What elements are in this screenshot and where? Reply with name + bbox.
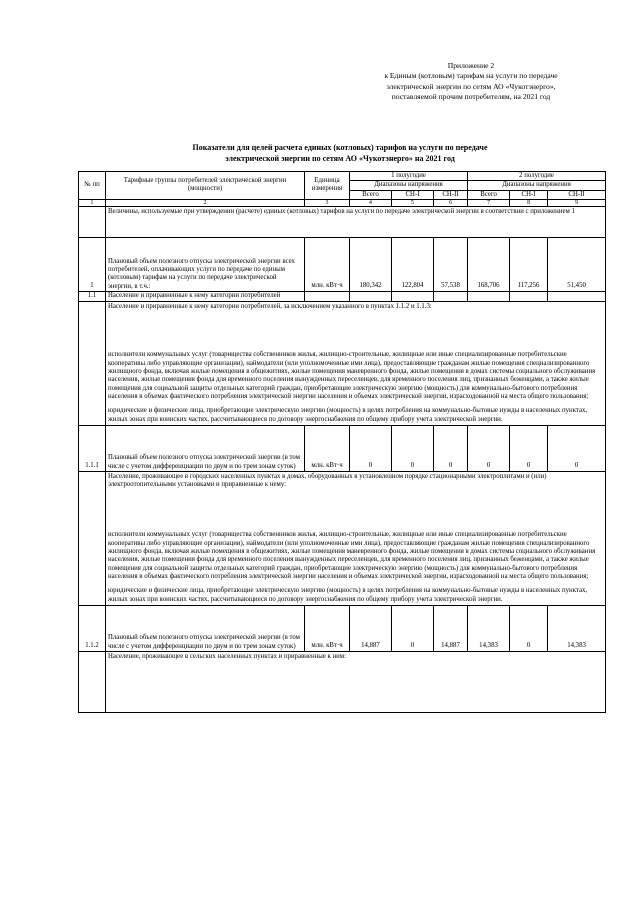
header-total-2: Всего: [468, 190, 510, 199]
col-number: 9: [548, 199, 606, 206]
value-total-1: 180,342: [350, 237, 392, 291]
header-half-1: 1 полугодие: [350, 172, 468, 181]
group-paragraph: исполнители коммунальных услуг (товарищества собственников жилья, жилищно-строительные, жилищные или иные специализированные потребительские кооперативы либо управляющие организации), наймодатели (или уполномоченные ими лица), предоставляющие гражданам жилые помещения специализированного жилищного фонда, включая жилые помещения в общежитиях, жилые помещения маневренного фонда, жилые помещения в домах системы социального обслуживания населения, жилые помещения фонда для временного поселения вынужденных переселенцев, для временного поселения лиц, признанных беженцами, а также жилые помещения для социальной защиты отдельных категорий граждан, приобретающие электрическую энергию (мощность) для коммунально-бытового потребления населения в объемах фактического потребления электрической энергии населения и объемах электрической энергии, израсходованной на места общего пользования;: [108, 531, 596, 580]
group-paragraph: юридические и физические лица, приобретающие электрическую энергию (мощность) в целях потребления на коммунально-бытовые нужды в населенных пунктах, жилых зонах при воинских частях, рассчитывающиеся по договору энергоснабжения по общему прибору учета электрической энергии.: [108, 407, 588, 423]
appendix-note: [356, 61, 586, 103]
intro-row: [79, 206, 606, 237]
header-sn2-1: СН-II: [434, 190, 468, 199]
col-number: 3: [305, 199, 350, 206]
value-total-2: 168,706: [468, 237, 510, 291]
value-sn2-1: 0: [434, 425, 468, 471]
value-sn2-2: 0: [548, 425, 606, 471]
row-number: 1.1.2: [79, 605, 106, 651]
header-sn1-1: СН-I: [392, 190, 434, 199]
col-number: 2: [106, 199, 305, 206]
value-sn1-1: 0: [392, 425, 434, 471]
table-row-1-1: [79, 291, 606, 301]
column-numbers-row: [79, 199, 606, 206]
group-paragraph: исполнители коммунальных услуг (товарищества собственников жилья, жилищно-строительные, жилищные или иные специализированные потребительские кооперативы либо управляющие организации), наймодатели (или уполномоченные ими лица), предоставляющие гражданам жилые помещения специализированного жилищного фонда, включая жилые помещения в общежитиях, жилые помещения маневренного фонда, жилые помещения в домах системы социального обслуживания населения, жилые помещения фонда для временного поселения вынужденных переселенцев, для временного поселения лиц, признанных беженцами, а также жилые помещения для социальной защиты отдельных категорий граждан, приобретающие электрическую энергию (мощность) для коммунально-бытового потребления населения в объемах фактического потребления электрической энергии населения и объемах электрической энергии, израсходованной на места общего пользования;: [108, 351, 596, 400]
value-total-2: 0: [468, 425, 510, 471]
value-sn2-2: 51,450: [548, 237, 606, 291]
row-label: Плановый объем полезного отпуска электрической энергии (в том числе с учетом дифференциации по двум и по трем зонам суток): [106, 605, 305, 651]
row-unit: млн. кВт·ч: [305, 605, 350, 651]
value-sn2-2: 14,383: [548, 605, 606, 651]
group-header: Население и приравненные к нему категории потребителей, за исключением указанного в пунктах 1.1.2 и 1.1.3:: [108, 303, 432, 311]
table-row-1-1-2: [79, 605, 606, 651]
row-unit: млн. кВт·ч: [305, 425, 350, 471]
document-title: [100, 142, 580, 164]
group-header: Население, проживающее в городских населенных пунктах в домах, оборудованных в установленном порядке стационарными электроплитами и (или) электроотопительными установками и приравненные к нему:: [108, 472, 547, 489]
header-groups: Тарифные группы потребителей электрической энергии (мощности): [106, 172, 305, 200]
header-sn1-2: СН-I: [510, 190, 548, 199]
value-total-2: 14,383: [468, 605, 510, 651]
col-number: 6: [434, 199, 468, 206]
intro-text: Величины, используемые при утверждении (расчете) единых (котловых) тарифов на услуги по передаче электрической энергии в соответствии с приложением 1: [106, 206, 606, 237]
col-number: 4: [350, 199, 392, 206]
header-num: № пп: [79, 172, 106, 200]
row-unit: млн. кВт·ч: [305, 237, 350, 291]
appendix-line: поставляемой прочим потребителям, на 2021 год: [391, 92, 551, 102]
row-number: 1.1.1: [79, 425, 106, 471]
col-number: 8: [510, 199, 548, 206]
row-label: Плановый объем полезного отпуска электрической энергии (в том числе с учетом дифференциации по двум и по трем зонам суток): [106, 425, 305, 471]
appendix-line: электрической энергии по сетям АО «Чукотэнерго»,: [386, 81, 556, 91]
col-number: 5: [392, 199, 434, 206]
tariff-table: [78, 171, 606, 713]
value-sn1-2: 0: [510, 425, 548, 471]
header-total-1: Всего: [350, 190, 392, 199]
group-description: [106, 471, 606, 605]
value-total-1: 0: [350, 425, 392, 471]
header-unit: Единица измерения: [305, 172, 350, 200]
row-label: Плановый объем полезного отпуска электрической энергии всех потребителей, оплачивающих услуги по передаче по единым (котловым) тарифам на услуги по передаче электрической энергии, в т.ч.:: [106, 237, 305, 291]
value-sn1-1: 122,804: [392, 237, 434, 291]
value-sn1-2: 0: [510, 605, 548, 651]
col-number: 7: [468, 199, 510, 206]
value-sn2-1: 14,887: [434, 605, 468, 651]
value-sn2-1: 57,538: [434, 237, 468, 291]
title-line-1: Показатели для целей расчета единых (котловых) тарифов на услуги по передаче: [192, 143, 488, 152]
col-number: 1: [79, 199, 106, 206]
value-sn1-1: 0: [392, 605, 434, 651]
header-ranges-2: Диапазоны напряжения: [468, 181, 606, 190]
value-sn1-2: 117,256: [510, 237, 548, 291]
table-row-1-1-1: [79, 425, 606, 471]
group-header: Население, проживающее в сельских населенных пунктах и приравненные к ним:: [106, 651, 606, 712]
group-1-1-3-description: [79, 651, 606, 712]
title-line-2: электрической энергии по сетям АО «Чукотэнерго» на 2021 год: [225, 154, 455, 163]
row-label: Население и приравненные к нему категории потребителей: [106, 291, 305, 301]
row-number: 1: [79, 237, 106, 291]
value-total-1: 14,887: [350, 605, 392, 651]
header-ranges-1: Диапазоны напряжения: [350, 181, 468, 190]
header-sn2-2: СН-II: [548, 190, 606, 199]
group-1-1-1-description: [79, 302, 606, 426]
table-row-1: [79, 237, 606, 291]
group-description: [106, 302, 606, 426]
header-row-1: [79, 172, 606, 181]
group-1-1-2-description: [79, 471, 606, 605]
appendix-line: к Единым (котловым) тарифам на услуги по передаче: [384, 71, 558, 81]
appendix-line: Приложение 2: [447, 61, 495, 70]
header-half-2: 2 полугодие: [468, 172, 606, 181]
group-paragraph: юридические и физические лица, приобретающие электрическую энергию (мощность) в целях потребления на коммунально-бытовые нужды в населенных пунктах, жилых зонах при воинских частях, рассчитывающиеся по договору энергоснабжения по общему прибору учета электрической энергии.: [108, 587, 588, 603]
row-number: 1.1: [79, 291, 106, 301]
